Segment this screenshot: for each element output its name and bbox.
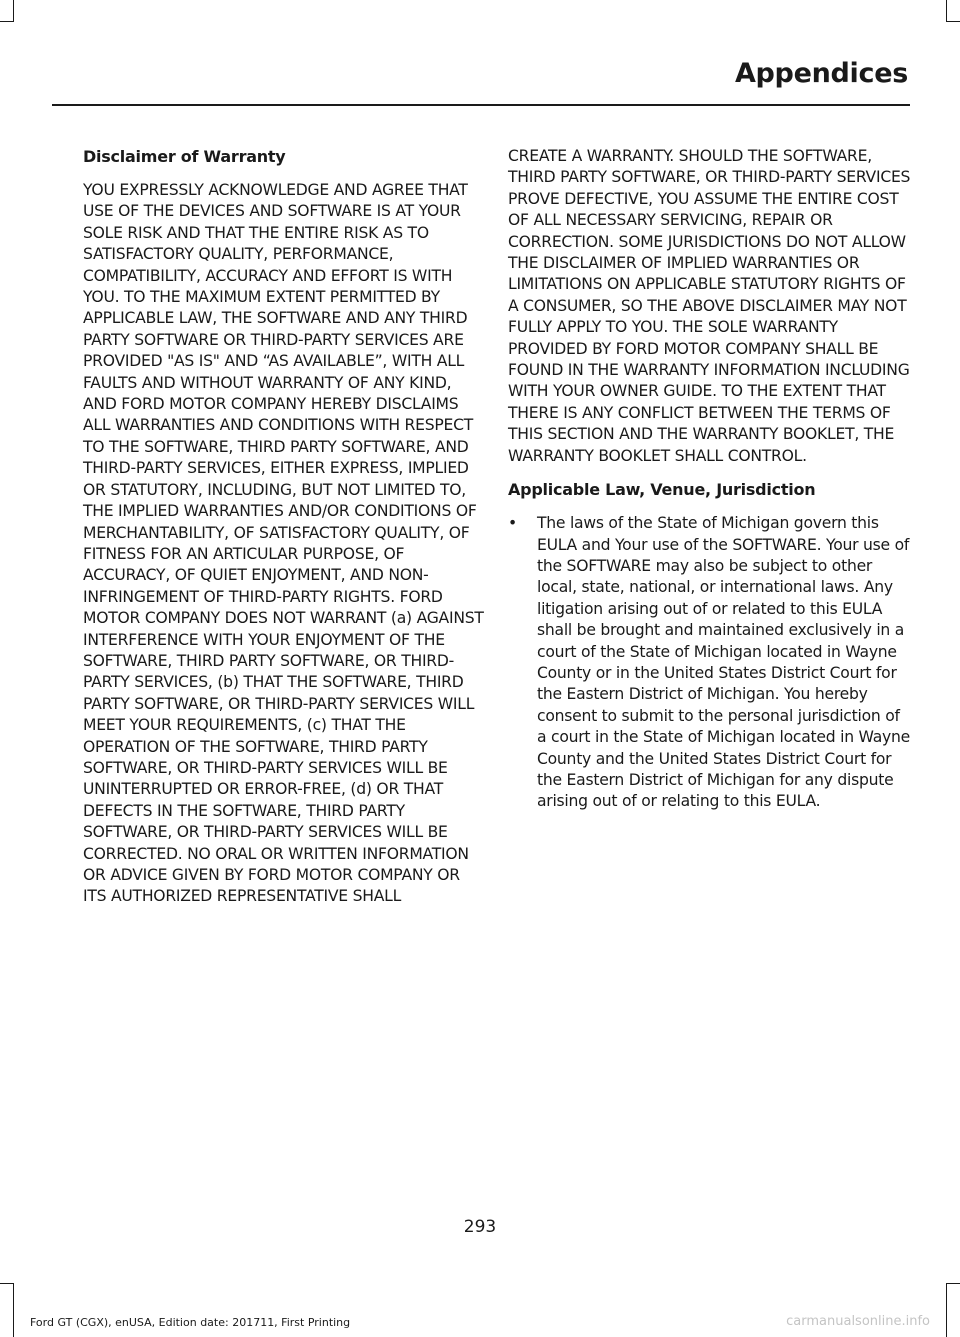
crop-mark <box>0 21 14 22</box>
list-item-text: The laws of the State of Michigan govern this EULA and Your use of the SOFTWARE. Your use of the SOFTWARE may also be subject to other local, state, national, or international laws. Any litigation arising out of or related to this EULA shall be brought and maintained exclusively in a court of the State of Michigan located in Wayne County or in the United States District Court for the Eastern District of Michigan. You hereby consent to submit to the personal jurisdiction of a court in the State of Michigan located in Wayne County and the United States District Court for the Eastern District of Michigan for any dispute arising out of or relating to this EULA. <box>537 514 910 811</box>
crop-mark <box>13 1283 14 1337</box>
page-number: 293 <box>463 1217 497 1237</box>
list-item <box>508 513 912 813</box>
edition-footer: Ford GT (CGX), enUSA, Edition date: 201711, First Printing <box>30 1316 351 1329</box>
page-title: Appendices <box>734 58 908 89</box>
section-heading-disclaimer: Disclaimer of Warranty <box>83 147 286 166</box>
header-rule <box>52 104 910 106</box>
crop-mark <box>946 1283 960 1284</box>
bullet-marker: • <box>508 514 517 533</box>
left-column <box>83 146 487 920</box>
watermark: carmanualsonline.info <box>786 1314 930 1329</box>
right-column <box>508 146 912 813</box>
disclaimer-paragraph-continued: CREATE A WARRANTY. SHOULD THE SOFTWARE, THIRD PARTY SOFTWARE, OR THIRD-PARTY SERVICES PROVE DEFECTIVE, YOU ASSUME THE ENTIRE COST OF ALL NECESSARY SERVICING, REPAIR OR CORRECTION. SOME JURISDICTIONS DO NOT ALLOW THE DISCLAIMER OF IMPLIED WARRANTIES OR LIMITATIONS ON APPLICABLE STATUTORY RIGHTS OF A CONSUMER, SO THE ABOVE DISCLAIMER MAY NOT FULLY APPLY TO YOU. THE SOLE WARRANTY PROVIDED BY FORD MOTOR COMPANY SHALL BE FOUND IN THE WARRANTY INFORMATION INCLUDING WITH YOUR OWNER GUIDE. TO THE EXTENT THAT THERE IS ANY CONFLICT BETWEEN THE TERMS OF THIS SECTION AND THE WARRANTY BOOKLET, THE WARRANTY BOOKLET SHALL CONTROL. <box>508 147 911 465</box>
crop-mark <box>946 1283 947 1337</box>
bullet-list <box>508 513 912 813</box>
crop-mark <box>946 0 947 22</box>
crop-mark <box>0 1283 14 1284</box>
section-heading-applicable-law: Applicable Law, Venue, Jurisdiction <box>508 480 816 500</box>
disclaimer-paragraph: YOU EXPRESSLY ACKNOWLEDGE AND AGREE THAT USE OF THE DEVICES AND SOFTWARE IS AT YOUR SOLE RISK AND THAT THE ENTIRE RISK AS TO SATISFACTORY QUALITY, PERFORMANCE, COMPATIBILITY, ACCURACY AND EFFORT IS WITH YOU. TO THE MAXIMUM EXTENT PERMITTED BY APPLICABLE LAW, THE SOFTWARE AND ANY THIRD PARTY SOFTWARE OR THIRD-PARTY SERVICES ARE PROVIDED "AS IS" AND “AS AVAILABLE”, WITH ALL FAULTS AND WITHOUT WARRANTY OF ANY KIND, AND FORD MOTOR COMPANY HEREBY DISCLAIMS ALL WARRANTIES AND CONDITIONS WITH RESPECT TO THE SOFTWARE, THIRD PARTY SOFTWARE, AND THIRD-PARTY SERVICES, EITHER EXPRESS, IMPLIED OR STATUTORY, INCLUDING, BUT NOT LIMITED TO, THE IMPLIED WARRANTIES AND/OR CONDITIONS OF MERCHANTABILITY, OF SATISFACTORY QUALITY, OF FITNESS FOR AN ARTICULAR PURPOSE, OF ACCURACY, OF QUIET ENJOYMENT, AND NON-INFRINGEMENT OF THIRD-PARTY RIGHTS. FORD MOTOR COMPANY DOES NOT WARRANT (a) AGAINST INTERFERENCE WITH YOUR ENJOYMENT OF THE SOFTWARE, THIRD PARTY SOFTWARE, OR THIRD-PARTY SERVICES, (b) THAT THE SOFTWARE, THIRD PARTY SOFTWARE, OR THIRD-PARTY SERVICES WILL MEET YOUR REQUIREMENTS, (c) THAT THE OPERATION OF THE SOFTWARE, THIRD PARTY SOFTWARE, OR THIRD-PARTY SERVICES WILL BE UNINTERRUPTED OR ERROR-FREE, (d) OR THAT DEFECTS IN THE SOFTWARE, THIRD PARTY SOFTWARE, OR THIRD-PARTY SERVICES WILL BE CORRECTED. NO ORAL OR WRITTEN INFORMATION OR ADVICE GIVEN BY FORD MOTOR COMPANY OR ITS AUTHORIZED REPRESENTATIVE SHALL <box>83 181 484 906</box>
crop-mark <box>13 0 14 22</box>
crop-mark <box>946 21 960 22</box>
